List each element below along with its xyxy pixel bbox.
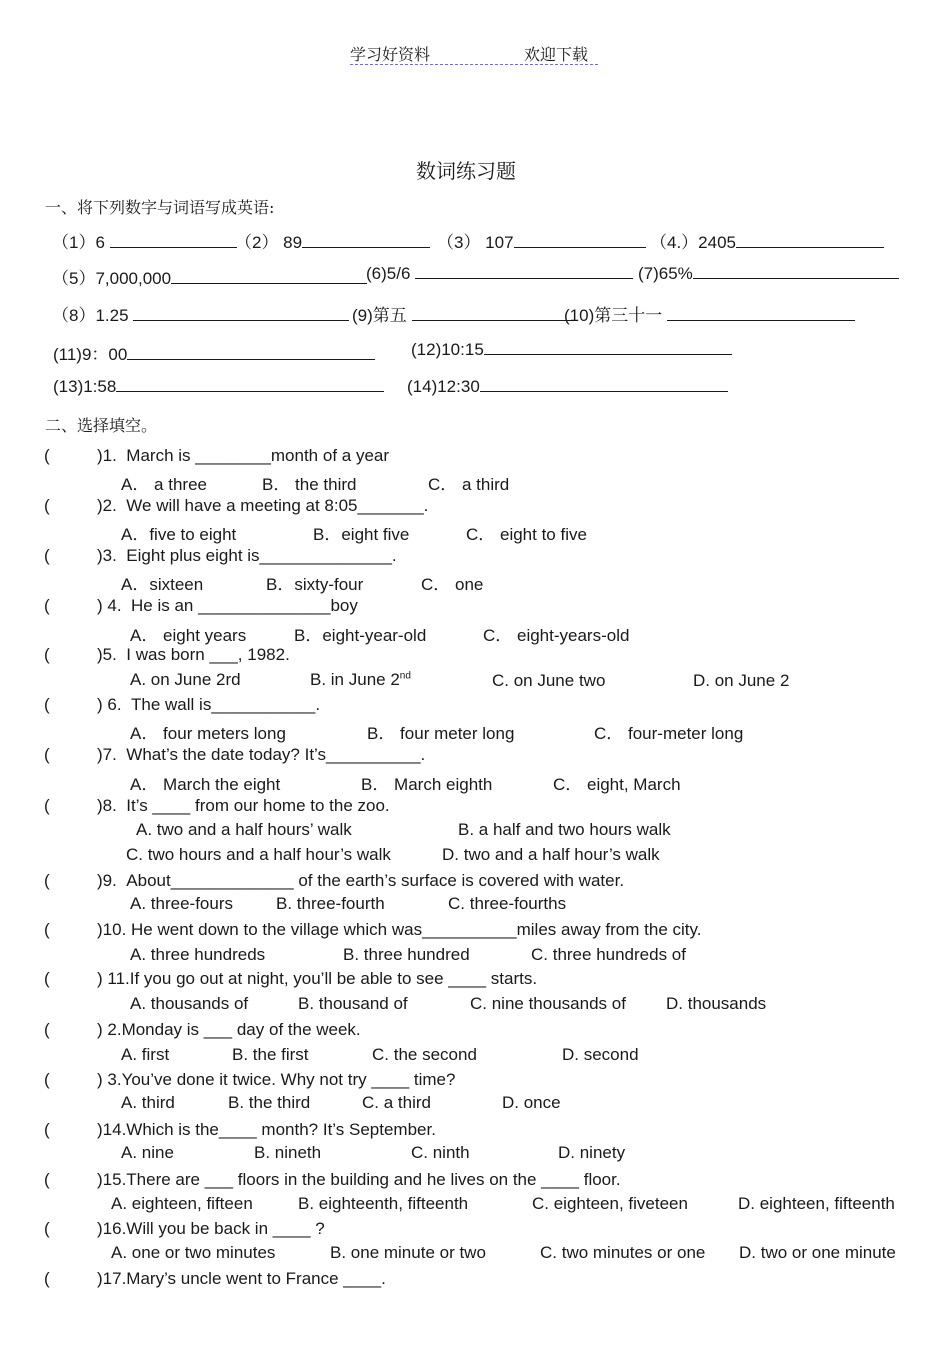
option: C. nine thousands of [470, 994, 626, 1013]
fill-item: (6)5/6 [366, 264, 633, 284]
option: B. nineth [254, 1143, 322, 1162]
option: C． eight-years-old [483, 626, 630, 645]
answer-paren: ( [44, 969, 50, 988]
option: D. ninety [558, 1143, 626, 1162]
option: C. a third [362, 1093, 431, 1112]
option: C. three-fourths [448, 894, 567, 913]
fill-item: (13)1:58 [53, 377, 384, 397]
answer-paren: ( [44, 796, 50, 815]
option: C. two hours and a half hour’s walk [126, 845, 391, 864]
option: C． eight to five [466, 525, 587, 544]
option: C. two minutes or one [540, 1243, 706, 1262]
option: B． four meter long [367, 724, 515, 743]
option: A. eighteen, fifteen [111, 1194, 253, 1213]
fill-item: (10)第三十一 [564, 301, 855, 326]
option: A．sixteen [121, 575, 204, 594]
option: D. two or one minute [739, 1243, 896, 1262]
question-stem: )3. Eight plus eight is______________. [97, 546, 397, 565]
option: B. the third [228, 1093, 311, 1112]
page-header [350, 42, 598, 65]
answer-paren: ( [44, 1269, 50, 1288]
option: B. one minute or two [330, 1243, 486, 1262]
ordinal-superscript: nd [399, 670, 411, 682]
answer-paren: ( [44, 645, 50, 664]
option: A. on June 2rd [130, 670, 241, 689]
answer-paren: ( [44, 871, 50, 890]
fill-item: （3） 107 [437, 228, 646, 253]
fill-item: （4.）2405 [650, 228, 884, 253]
option: C． one [421, 575, 484, 594]
question-stem: )15.There are ___ floors in the building and he lives on the ____ floor. [97, 1170, 621, 1189]
header-right-text: 欢迎下载 [524, 45, 589, 64]
option: C． eight, March [553, 775, 681, 794]
answer-paren: ( [44, 496, 50, 515]
option: A． a three [121, 475, 207, 494]
option: A． four meters long [130, 724, 286, 743]
answer-paren: ( [44, 446, 50, 465]
option: A. third [121, 1093, 175, 1112]
question-stem: ) 4. He is an ______________boy [97, 596, 358, 615]
option: B. thousand of [298, 994, 408, 1013]
question-stem: )5. I was born ___, 1982. [97, 645, 290, 664]
option: B. in June 2nd [310, 670, 411, 689]
option: A. three-fours [130, 894, 233, 913]
fill-item: (7)65% [638, 264, 899, 284]
option: A. three hundreds [130, 945, 266, 964]
option: B. three hundred [343, 945, 470, 964]
answer-paren: ( [44, 596, 50, 615]
fill-item: (14)12:30 [407, 377, 728, 397]
question-stem: )14.Which is the____ month? It’s September. [97, 1120, 436, 1139]
answer-paren: ( [44, 1070, 50, 1089]
question-stem: )2. We will have a meeting at 8:05_______. [97, 496, 429, 515]
question-stem: )9. About_____________ of the earth’s surface is covered with water. [97, 871, 625, 890]
page-title: 数词练习题 [416, 159, 516, 183]
option: B. three-fourth [276, 894, 385, 913]
option: B. the first [232, 1045, 309, 1064]
answer-paren: ( [44, 1219, 50, 1238]
option: A． eight years [130, 626, 247, 645]
option: B. a half and two hours walk [458, 820, 671, 839]
answer-paren: ( [44, 1120, 50, 1139]
option: A．five to eight [121, 525, 237, 544]
option: C. on June two [492, 671, 606, 690]
question-stem: )7. What’s the date today? It’s__________. [97, 745, 426, 764]
question-stem: ) 6. The wall is___________. [97, 695, 321, 714]
fill-item: (12)10:15 [411, 340, 732, 360]
option: D. second [562, 1045, 639, 1064]
fill-item: (11)9：00 [53, 340, 375, 365]
option: A. two and a half hours’ walk [136, 820, 352, 839]
option: C. three hundreds of [531, 945, 686, 964]
option: C. the second [372, 1045, 477, 1064]
option: B． the third [262, 475, 357, 494]
option: B. eighteenth, fifteenth [298, 1194, 469, 1213]
option: A. nine [121, 1143, 174, 1162]
header-left-text: 学习好资料 [350, 45, 431, 64]
question-stem: ) 2.Monday is ___ day of the week. [97, 1020, 361, 1039]
question-stem: ) 11.If you go out at night, you’ll be able to see ____ starts. [97, 969, 538, 988]
option: A． March the eight [130, 775, 281, 794]
option: C. ninth [411, 1143, 470, 1162]
question-stem: ) 3.You’ve done it twice. Why not try ____ time? [97, 1070, 456, 1089]
section1-heading: 一、将下列数字与词语写成英语: [45, 198, 275, 217]
fill-item: （5）7,000,000 [52, 264, 367, 289]
option: D. eighteen, fifteenth [738, 1194, 895, 1213]
question-stem: )1. March is ________month of a year [97, 446, 390, 465]
answer-paren: ( [44, 745, 50, 764]
option: D. once [502, 1093, 561, 1112]
option: B． March eighth [361, 775, 493, 794]
section2-heading: 二、选择填空。 [45, 416, 158, 435]
option: C. eighteen, fiveteen [532, 1194, 688, 1213]
question-stem: )16.Will you be back in ____ ? [97, 1219, 325, 1238]
fill-item: （8）1.25 [52, 301, 349, 326]
option: D. on June 2 [693, 671, 790, 690]
option: B．sixty-four [266, 575, 364, 594]
option: C． a third [428, 475, 510, 494]
question-stem: )8. It’s ____ from our home to the zoo. [97, 796, 390, 815]
question-stem: )17.Mary’s uncle went to France ____. [97, 1269, 386, 1288]
option: D. thousands [666, 994, 767, 1013]
fill-item: （2） 89 [235, 228, 430, 253]
answer-paren: ( [44, 695, 50, 714]
answer-paren: ( [44, 920, 50, 939]
question-stem: )10. He went down to the village which was__________miles away from the city. [97, 920, 702, 939]
option: D. two and a half hour’s walk [442, 845, 660, 864]
answer-paren: ( [44, 1020, 50, 1039]
answer-paren: ( [44, 1170, 50, 1189]
option: A. thousands of [130, 994, 249, 1013]
option: C． four-meter long [594, 724, 744, 743]
fill-item: （1）6 [52, 228, 237, 253]
option: A. first [121, 1045, 170, 1064]
option: B．eight-year-old [294, 626, 427, 645]
fill-item: (9)第五 [352, 301, 572, 326]
option: B．eight five [313, 525, 410, 544]
option: A. one or two minutes [111, 1243, 276, 1262]
answer-paren: ( [44, 546, 50, 565]
